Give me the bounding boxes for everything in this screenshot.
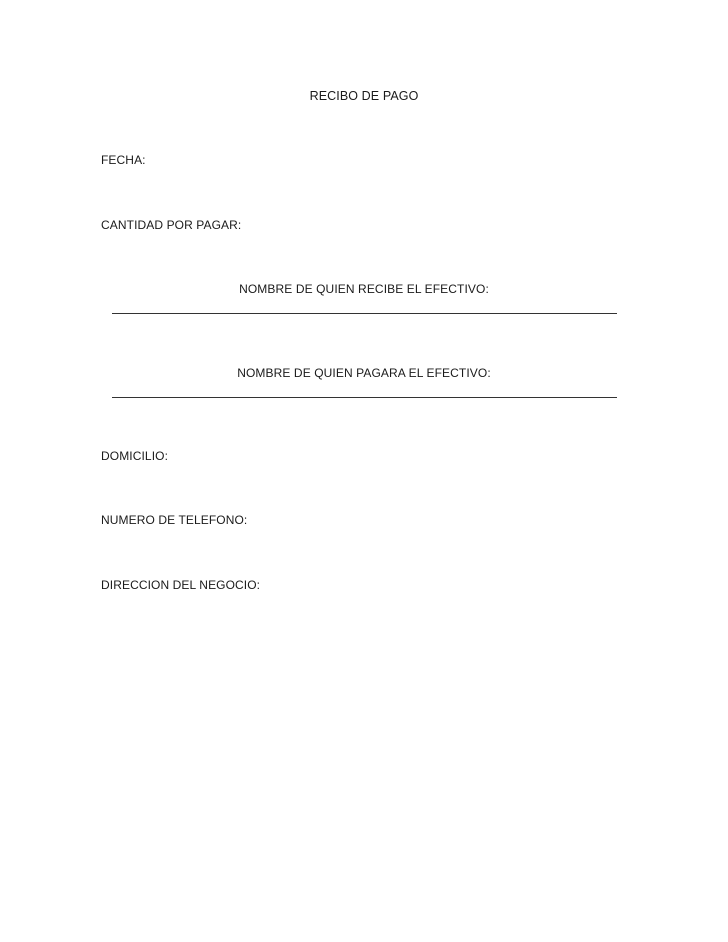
telefono-label: NUMERO DE TELEFONO: [101, 513, 248, 527]
document-title: RECIBO DE PAGO [309, 89, 419, 103]
recibe-label: NOMBRE DE QUIEN RECIBE EL EFECTIVO: [239, 282, 489, 296]
pagara-signature-line [112, 397, 617, 398]
cantidad-label: CANTIDAD POR PAGAR: [101, 218, 242, 232]
fecha-label: FECHA: [101, 153, 146, 167]
pagara-label: NOMBRE DE QUIEN PAGARA EL EFECTIVO: [237, 366, 491, 380]
direccion-label: DIRECCION DEL NEGOCIO: [101, 578, 261, 592]
domicilio-label: DOMICILIO: [101, 449, 169, 463]
recibe-signature-line [112, 313, 617, 314]
